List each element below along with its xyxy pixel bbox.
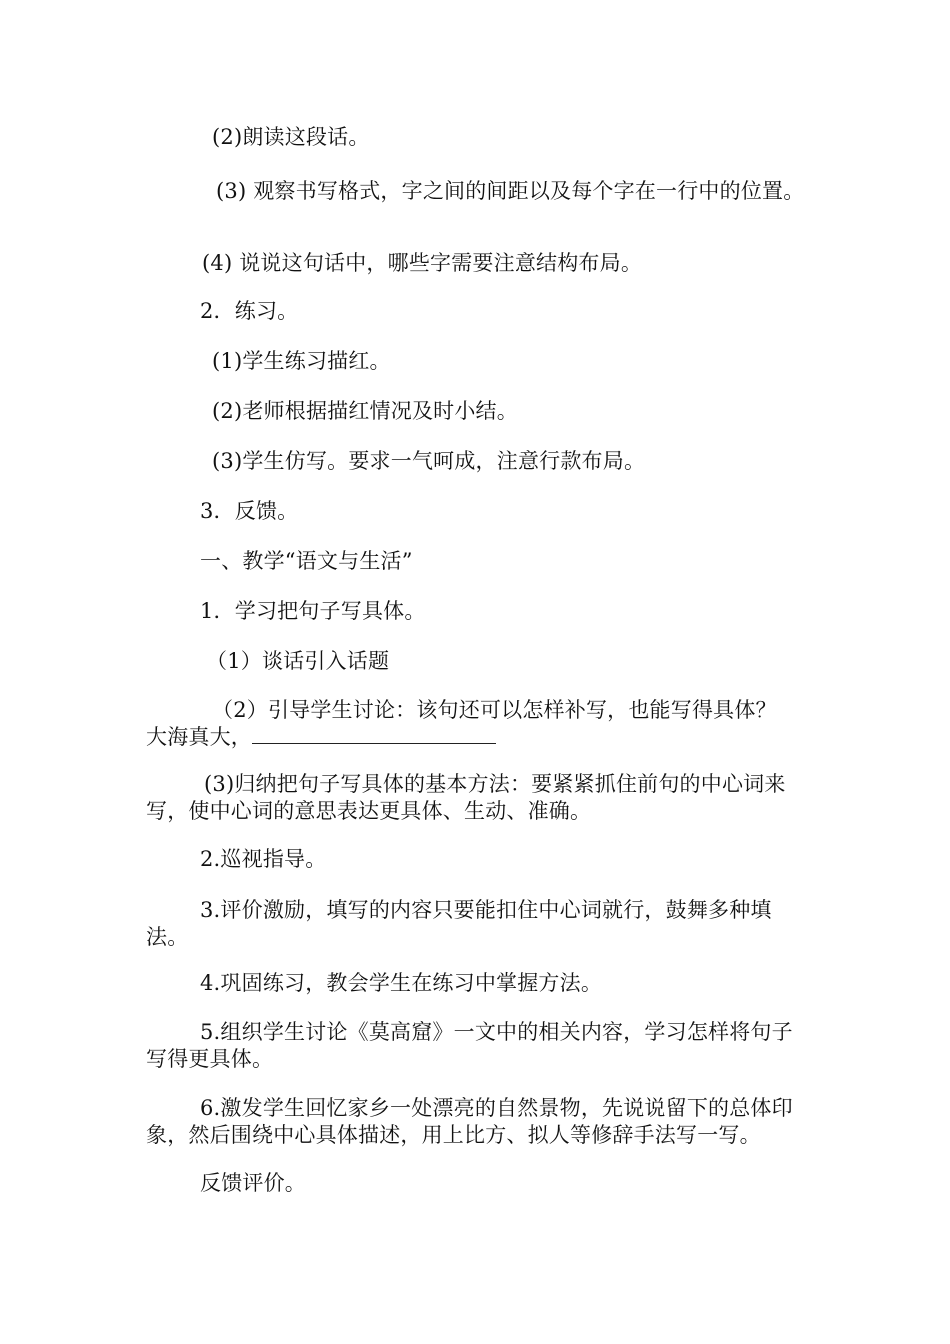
paragraph: (4) 说说这句话中，哪些字需要注意结构布局。 xyxy=(202,251,643,275)
paragraph-text: （2）引导学生讨论：该句还可以怎样补写，也能写得具体？ xyxy=(212,698,777,722)
paragraph: 6.激发学生回忆家乡一处漂亮的自然景物，先说说留下的总体印象，然后围绕中心具体描述，用上比方、拟人等修辞手法写一写。 xyxy=(146,1096,793,1147)
section-heading: 一、教学“语文与生活” xyxy=(200,549,413,573)
paragraph: (2)老师根据描红情况及时小结。 xyxy=(212,399,518,423)
paragraph: 5.组织学生讨论《莫高窟》一文中的相关内容，学习怎样将句子写得更具体。 xyxy=(146,1020,793,1071)
paragraph: 反馈评价。 xyxy=(200,1171,306,1195)
paragraph: 4.巩固练习，教会学生在练习中掌握方法。 xyxy=(200,971,603,995)
fill-in-blank-line xyxy=(252,725,496,744)
paragraph xyxy=(146,697,808,751)
paragraph: (3) 观察书写格式，字之间的间距以及每个字在一行中的位置。 xyxy=(216,179,805,203)
paragraph: 3.评价激励，填写的内容只要能扣住中心词就行，鼓舞多种填法。 xyxy=(146,898,772,949)
paragraph: (3)归纳把句子写具体的基本方法：要紧紧抓住前句的中心词来写，使中心词的意思表达更具体、生动、准确。 xyxy=(146,772,786,823)
paragraph: (3)学生仿写。要求一气呵成，注意行款布局。 xyxy=(212,449,646,473)
paragraph: 3．反馈。 xyxy=(200,499,299,523)
paragraph: 2.巡视指导。 xyxy=(200,847,327,871)
paragraph: （1）谈话引入话题 xyxy=(206,649,390,673)
paragraph: (2)朗读这段话。 xyxy=(212,125,370,149)
paragraph: 2．练习。 xyxy=(200,299,299,323)
paragraph-continuation: 大海真大， xyxy=(146,725,252,749)
paragraph: (1)学生练习描红。 xyxy=(212,349,391,373)
paragraph: 1．学习把句子写具体。 xyxy=(200,599,426,623)
